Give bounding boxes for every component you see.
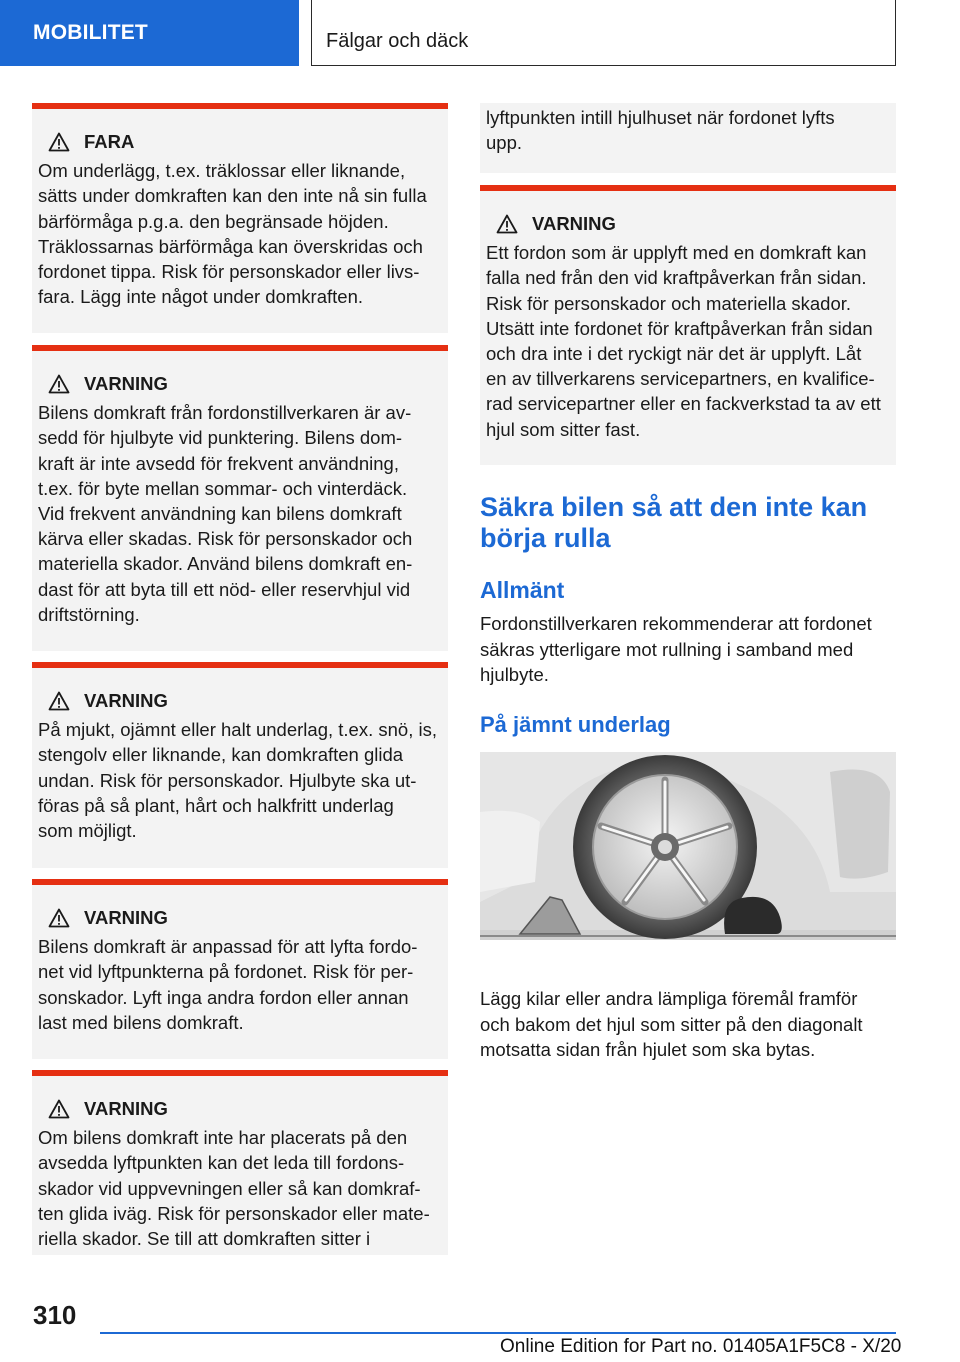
warning-triangle-icon xyxy=(496,214,518,234)
warning-title: VARNING xyxy=(532,213,616,234)
chapter-title: Fälgar och däck xyxy=(311,0,896,66)
wheel-chock-illustration xyxy=(480,752,896,940)
warning-title: FARA xyxy=(84,131,135,152)
caption-text: Lägg kilar eller andra lämpliga föremål framför och bakom det hjul som sitter på den diagonalt motsatta sidan från hjulet som ska bytas. xyxy=(480,988,863,1060)
section-heading: Säkra bilen så att den inte kan börja rulla xyxy=(480,492,868,553)
warning-box xyxy=(32,1070,448,1255)
warning-text: Bilens domkraft från fordonstillverkaren är av- sedd för hjulbyte vid punktering. Bilens dom- kraft är inte avsedd för frekvent användning, t.ex. för byte mellan sommar- och vinterdäck. Vid frekvent användning kan bilens domkraft kärva eller skadas. Risk för personskador och materiella skador. Använd bilens domkraft en- dast för att byta till ett nöd- eller reservhjul vid driftstörning. xyxy=(38,402,413,625)
continuation-text: lyftpunkten intill hjulhuset när fordonet lyfts upp. xyxy=(486,107,835,154)
footer-divider xyxy=(100,1332,896,1334)
page-number: 310 xyxy=(33,1300,77,1330)
warning-triangle-icon xyxy=(48,1099,70,1119)
car-wheel-image xyxy=(480,752,896,940)
warning-triangle-icon xyxy=(48,908,70,928)
section-tab: MOBILITET xyxy=(0,0,299,66)
warning-box-danger xyxy=(32,103,448,333)
warning-triangle-icon xyxy=(48,374,70,394)
warning-box xyxy=(32,662,448,868)
warning-box xyxy=(32,879,448,1059)
warning-text: På mjukt, ojämnt eller halt underlag, t.ex. snö, is, stengolv eller liknande, kan domkraften glida undan. Risk för personskador. Hjulbyte ska ut- föras på så plant, hårt och halkfritt underlag som möjligt. xyxy=(38,719,437,842)
subheading-general: Allmänt xyxy=(480,577,565,603)
warning-text: Bilens domkraft är anpassad för att lyfta fordo- net vid lyftpunkterna på fordonet. Risk för per- sonskador. Lyft inga andra fordon eller annan last med bilens domkraft. xyxy=(38,936,418,1033)
warning-title: VARNING xyxy=(84,907,168,928)
warning-box xyxy=(480,185,896,465)
warning-title: VARNING xyxy=(84,690,168,711)
subheading-level-ground: På jämnt underlag xyxy=(480,712,671,737)
warning-text: Om underlägg, t.ex. träklossar eller liknande, sätts under domkraften kan den inte nå sin fulla bärförmåga p.g.a. den begränsade höjden. Träklossarnas bärförmåga kan överskridas och fordonet tippa. Risk för personskador eller livs- fara. Lägg inte något under domkraften. xyxy=(38,160,427,308)
warning-triangle-icon xyxy=(48,691,70,711)
warning-title: VARNING xyxy=(84,373,168,394)
warning-continuation xyxy=(480,103,896,173)
general-paragraph: Fordonstillverkaren rekommenderar att fordonet säkras ytterligare mot rullning i samband med hjulbyte. xyxy=(480,613,872,685)
warning-text: Ett fordon som är upplyft med en domkraft kan falla ned från den vid kraftpåverkan från sidan. Risk för personskador och materiella skador. Utsätt inte fordonet för kraftpåverkan från sidan och dra inte i det ryckigt när det är upplyft. Låt en av tillverkarens servicepartners, en kvalifice- rad servicepartner eller en fackverkstad ta av ett hjul som sitter fast. xyxy=(486,242,881,440)
warning-box xyxy=(32,345,448,651)
warning-title: VARNING xyxy=(84,1098,168,1119)
edition-text: Online Edition for Part no. 01405A1F5C8 - X/20 xyxy=(500,1336,902,1357)
warning-text: Om bilens domkraft inte har placerats på den avsedda lyftpunkten kan det leda till fordons- skador vid uppvevningen eller så kan domkraf- ten glida iväg. Risk för personskador eller mate- riella skador. Se till att domkraften sitter i xyxy=(38,1127,430,1250)
warning-triangle-icon xyxy=(48,132,70,152)
